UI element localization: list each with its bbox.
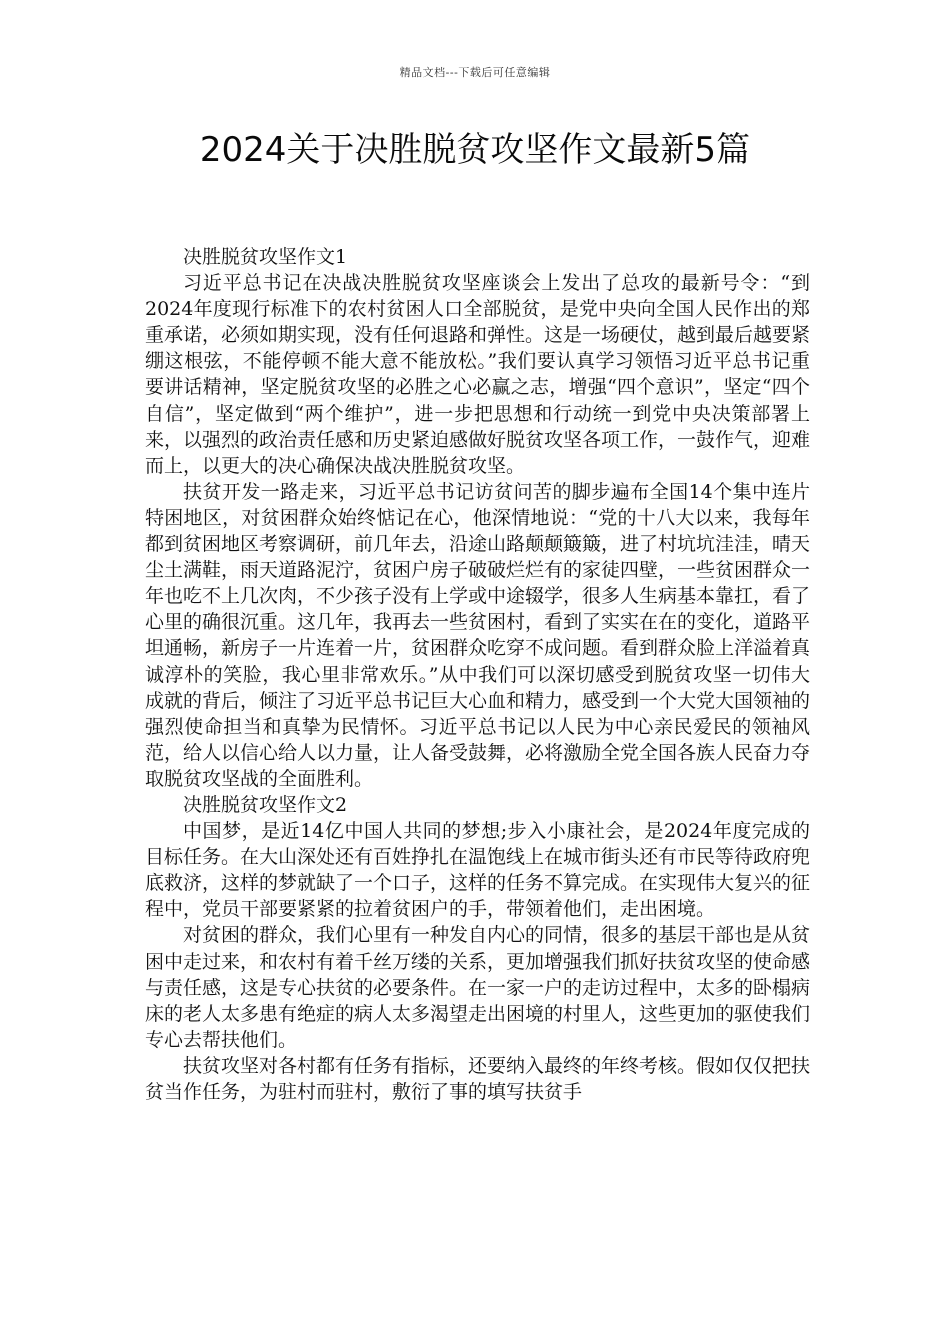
page-header: 精品文档---下载后可任意编辑 <box>399 66 551 79</box>
section-heading: 决胜脱贫攻坚作文2 <box>183 793 348 816</box>
body-paragraph: 对贫困的群众，我们心里有一种发自内心的同情，很多的基层干部也是从贫困中走过来，和农村有着千丝万缕的关系，更加增强我们抓好扶贫攻坚的使命感与责任感，这是专心扶贫的必要条件。在一家一户的走访过程中，太多的卧榻病床的老人太多患有绝症的病人太多渴望走出困境的村里人，这些更加的驱使我们专心去帮扶他们。 <box>145 924 811 1051</box>
document-body <box>145 244 810 1105</box>
body-paragraph: 扶贫攻坚对各村都有任务有指标，还要纳入最终的年终考核。假如仅仅把扶贫当作任务，为驻村而驻村，敷衍了事的填写扶贫手 <box>145 1054 811 1103</box>
body-paragraph: 习近平总书记在决战决胜脱贫攻坚座谈会上发出了总攻的最新号令：“到2024年度现行标准下的农村贫困人口全部脱贫，是党中央向全国人民作出的郑重承诺，必须如期实现，没有任何退路和弹性。这是一场硬仗，越到最后越要紧绷这根弦，不能停顿不能大意不能放松。”我们要认真学习领悟习近平总书记重要讲话精神，坚定脱贫攻坚的必胜之心必赢之志，增强“四个意识”，坚定“四个自信”，坚定做到“两个维护”，进一步把思想和行动统一到党中央决策部署上来，以强烈的政治责任感和历史紧迫感做好脱贫攻坚各项工作，一鼓作气，迎难而上，以更大的决心确保决战决胜脱贫攻坚。 <box>145 272 811 477</box>
body-paragraph: 扶贫开发一路走来，习近平总书记访贫问苦的脚步遍布全国14个集中连片特困地区，对贫困群众始终惦记在心，他深情地说：“党的十八大以来，我每年都到贫困地区考察调研，前几年去，沿途山路颠颠簸簸，进了村坑坑洼洼，晴天尘土满鞋，雨天道路泥泞，贫困户房子破破烂烂有的家徒四壁，一些贫困群众一年也吃不上几次肉，不少孩子没有上学或中途辍学，很多人生病基本靠扛，看了心里的确很沉重。这几年，我再去一些贫困村，看到了实实在在的变化，道路平坦通畅，新房子一片连着一片，贫困群众吃穿不成问题。看到群众脸上洋溢着真诚淳朴的笑脸，我心里非常欢乐。”从中我们可以深切感受到脱贫攻坚一切伟大成就的背后，倾注了习近平总书记巨大心血和精力，感受到一个大党大国领袖的强烈使命担当和真挚为民情怀。习近平总书记以人民为中心亲民爱民的领袖风范，给人以信心给人以力量，让人备受鼓舞，必将激励全党全国各族人民奋力夺取脱贫攻坚战的全面胜利。 <box>145 480 811 790</box>
document-title: 2024关于决胜脱贫攻坚作文最新5篇 <box>199 130 751 170</box>
body-paragraph: 中国梦，是近14亿中国人共同的梦想;步入小康社会，是2024年度完成的目标任务。在大山深处还有百姓挣扎在温饱线上在城市街头还有市民等待政府兜底救济，这样的梦就缺了一个口子，这样的任务不算完成。在实现伟大复兴的征程中，党员干部要紧紧的拉着贫困户的手，带领着他们，走出困境。 <box>145 820 811 921</box>
section-heading: 决胜脱贫攻坚作文1 <box>183 246 348 268</box>
